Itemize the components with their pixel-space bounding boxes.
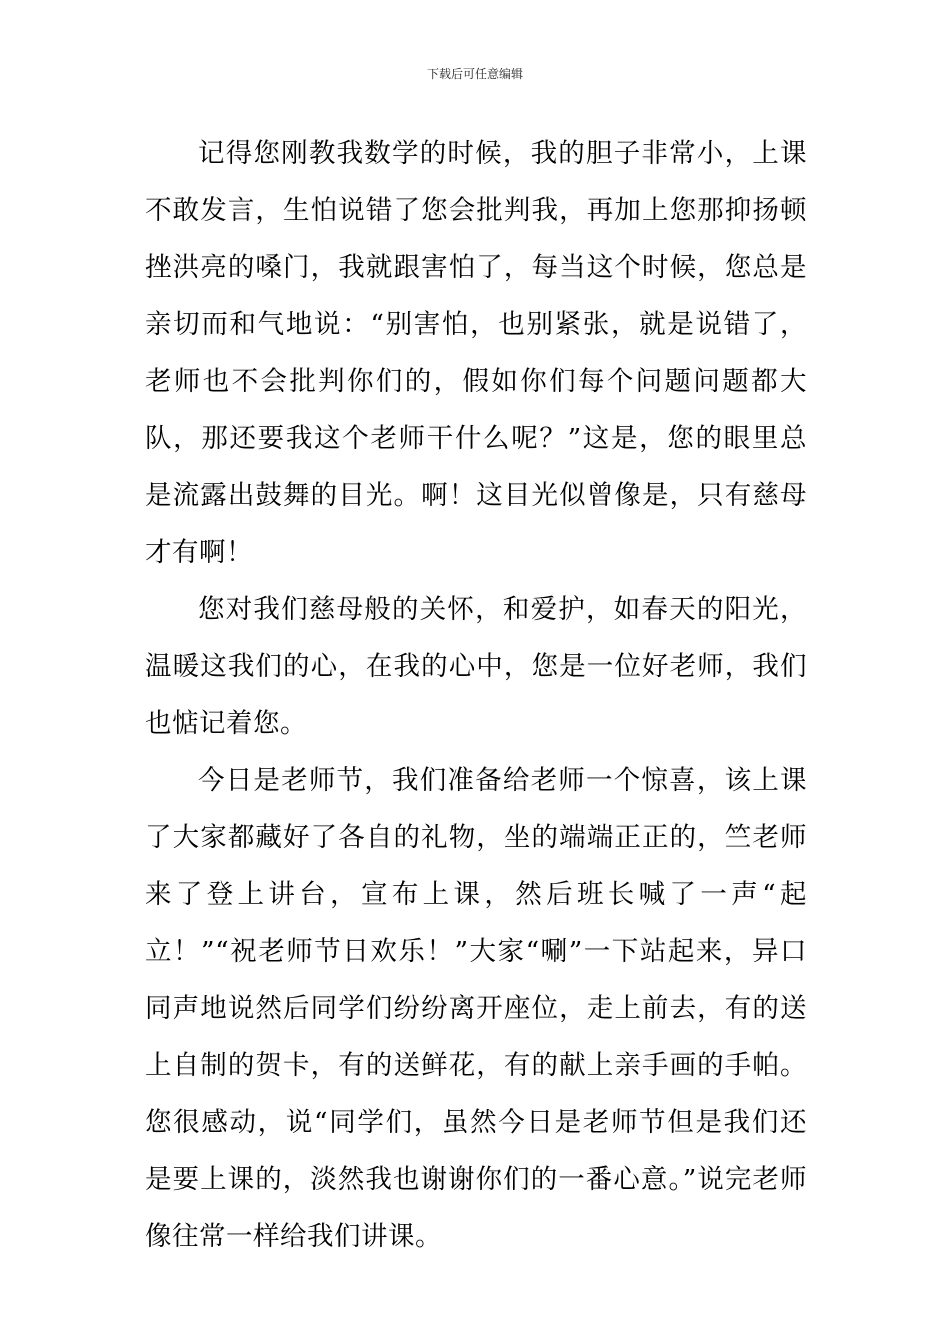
page-header: 下载后可任意编辑 <box>426 67 523 81</box>
paragraph-2: 您对我们慈母般的关怀，和爱护，如春天的阳光，温暖这我们的心，在我的心中，您是一位好老师，我们也惦记着您。 <box>145 594 807 739</box>
document-body <box>145 125 807 1265</box>
paragraph-1: 记得您刚教我数学的时候，我的胆子非常小，上课不敢发言，生怕说错了您会批判我，再加上您那抑扬顿挫洪亮的嗓门，我就跟害怕了，每当这个时候，您总是亲切而和气地说：“别害怕，也别紧张，就是说错了，老师也不会批判你们的，假如你们每个问题问题都大队，那还要我这个老师干什么呢？”这是，您的眼里总是流露出鼓舞的目光。啊！这目光似曾像是，只有慈母才有啊！ <box>145 138 807 568</box>
paragraph-3: 今日是老师节，我们准备给老师一个惊喜，该上课了大家都藏好了各自的礼物，坐的端端正正的，竺老师来了登上讲台，宣布上课，然后班长喊了一声“起立！”“祝老师节日欢乐！”大家“唰”一下站起来，异口同声地说然后同学们纷纷离开座位，走上前去，有的送上自制的贺卡，有的送鲜花，有的献上亲手画的手帕。您很感动，说“同学们，虽然今日是老师节但是我们还是要上课的，淡然我也谢谢你们的一番心意。”说完老师像往常一样给我们讲课。 <box>145 765 807 1252</box>
